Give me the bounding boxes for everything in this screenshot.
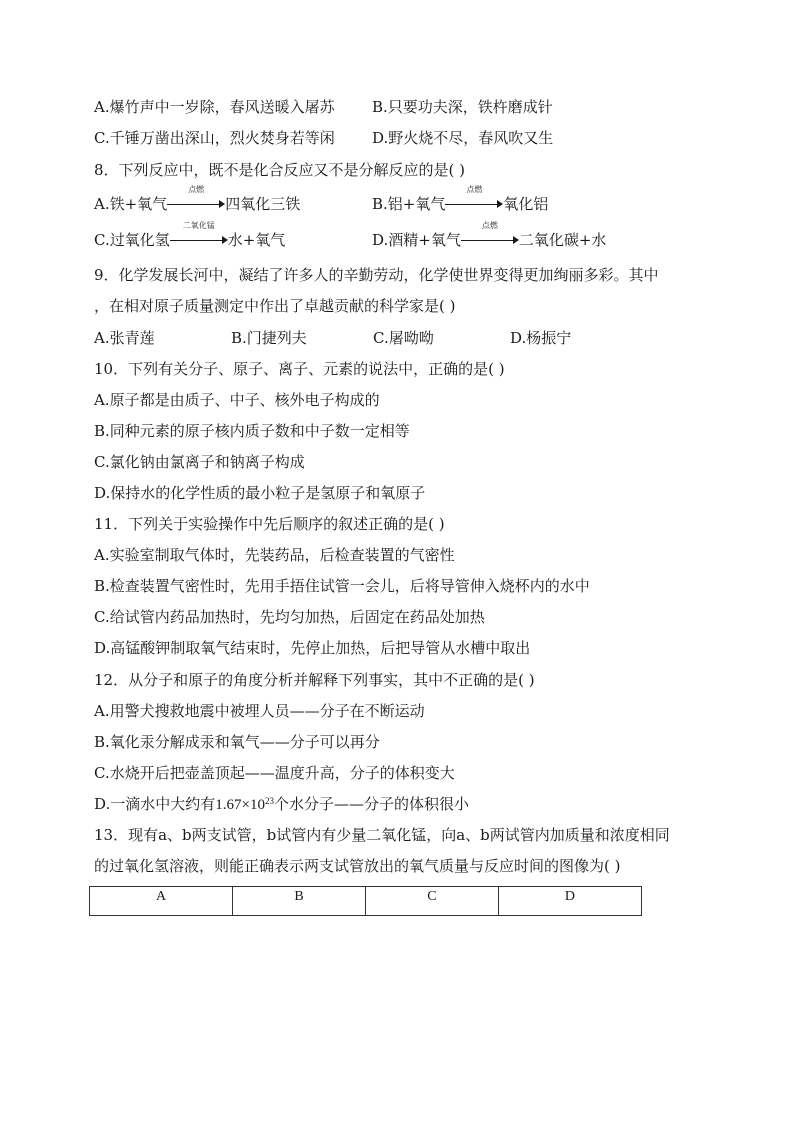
q12-option-d	[94, 794, 469, 815]
q12-option-c: C.水烧开后把壶盖顶起——温度升高，分子的体积变大	[94, 764, 455, 782]
option-label: A.	[94, 195, 110, 213]
q7-option-b: B.只要功夫深，铁杵磨成针	[372, 98, 553, 116]
reaction-condition: 点燃	[188, 185, 205, 194]
q13-answer-table	[89, 886, 642, 916]
product: 四氧化三铁	[225, 195, 301, 213]
reaction-arrow	[167, 185, 225, 214]
q12-stem: 12．从分子和原子的角度分析并解释下列事实，其中不正确的是( )	[94, 671, 535, 689]
reaction-arrow	[445, 185, 503, 214]
q8-option-b	[372, 185, 549, 214]
q9-stem-line2: ，在相对原子质量测定中作出了卓越贡献的科学家是( )	[94, 297, 456, 315]
q9-option-d: D.杨振宁	[510, 329, 572, 347]
q11-option-a: A.实验室制取气体时，先装药品，后检查装置的气密性	[94, 546, 455, 564]
product: 水+氧气	[227, 231, 286, 249]
option-text-pre: D.一滴水中大约有	[94, 795, 216, 813]
table-header-cell: B	[233, 887, 366, 916]
q9-option-a: A.张青莲	[94, 329, 155, 347]
arrow-icon	[170, 236, 228, 246]
reaction-condition: 点燃	[466, 185, 483, 194]
q8-stem: 8．下列反应中，既不是化合反应又不是分解反应的是( )	[94, 161, 466, 179]
reactant: 过氧化氢	[109, 231, 170, 249]
option-text-post: 个水分子——分子的体积很小	[273, 795, 469, 813]
reaction-arrow	[461, 221, 519, 250]
q12-option-b: B.氧化汞分解成汞和氧气——分子可以再分	[94, 733, 380, 751]
q8-option-d	[372, 221, 607, 250]
arrow-icon	[461, 236, 519, 246]
product: 二氧化碳+水	[518, 231, 607, 249]
q11-option-b: B.检查装置气密性时，先用手捂住试管一会儿，后将导管伸入烧杯内的水中	[94, 577, 590, 595]
reactant: 铁+氧气	[109, 195, 168, 213]
q11-option-d: D.高锰酸钾制取氧气结束时，先停止加热，后把导管从水槽中取出	[94, 639, 531, 657]
reactant: 酒精+氧气	[388, 231, 461, 249]
q12-option-a: A.用警犬搜救地震中被埋人员——分子在不断运动	[94, 702, 425, 720]
scientific-number	[215, 797, 274, 813]
q8-option-c	[94, 221, 286, 250]
table-header-cell: A	[90, 887, 233, 916]
arrow-icon	[445, 200, 503, 210]
exponent: 23	[264, 796, 274, 806]
q7-option-c: C.千锤万凿出深山，烈火焚身若等闲	[94, 129, 335, 147]
q9-stem-line1: 9．化学发展长河中，凝结了许多人的辛勤劳动，化学使世界变得更加绚丽多彩。其中	[94, 266, 659, 284]
q7-option-a: A.爆竹声中一岁除，春风送暖入屠苏	[94, 98, 335, 116]
q8-option-a	[94, 185, 301, 214]
option-label: D.	[372, 231, 389, 249]
arrow-icon	[167, 200, 225, 210]
product: 氧化铝	[503, 195, 549, 213]
option-label: C.	[94, 231, 110, 249]
table-row	[90, 887, 642, 916]
q7-option-d: D.野火烧不尽，春风吹又生	[372, 129, 554, 147]
table-header-cell: C	[365, 887, 498, 916]
q9-option-c: C.屠呦呦	[373, 329, 434, 347]
q13-stem-line1: 13．现有a、b两支试管，b试管内有少量二氧化锰，向a、b两试管内加质量和浓度相同	[94, 826, 670, 844]
q10-option-c: C.氯化钠由氯离子和钠离子构成	[94, 453, 305, 471]
q10-option-b: B.同种元素的原子核内质子数和中子数一定相等	[94, 422, 410, 440]
reaction-condition: 二氧化锰	[182, 221, 215, 230]
q10-option-d: D.保持水的化学性质的最小粒子是氢原子和氧原子	[94, 484, 426, 502]
q10-option-a: A.原子都是由质子、中子、核外电子构成的	[94, 391, 380, 409]
q10-stem: 10．下列有关分子、原子、离子、元素的说法中，正确的是( )	[94, 360, 505, 378]
table-header-cell: D	[498, 887, 641, 916]
q11-stem: 11．下列关于实验操作中先后顺序的叙述正确的是( )	[94, 515, 445, 533]
q11-option-c: C.给试管内药品加热时，先均匀加热，后固定在药品处加热	[94, 608, 485, 626]
reactant: 铝+氧气	[387, 195, 446, 213]
option-label: B.	[372, 195, 388, 213]
q9-option-b: B.门捷列夫	[231, 329, 307, 347]
q13-stem-line2: 的过氧化氢溶液，则能正确表示两支试管放出的氧气质量与反应时间的图像为( )	[94, 857, 621, 875]
reaction-arrow	[170, 221, 228, 250]
mantissa: 1.67×10	[215, 797, 265, 813]
reaction-condition: 点燃	[481, 221, 498, 230]
